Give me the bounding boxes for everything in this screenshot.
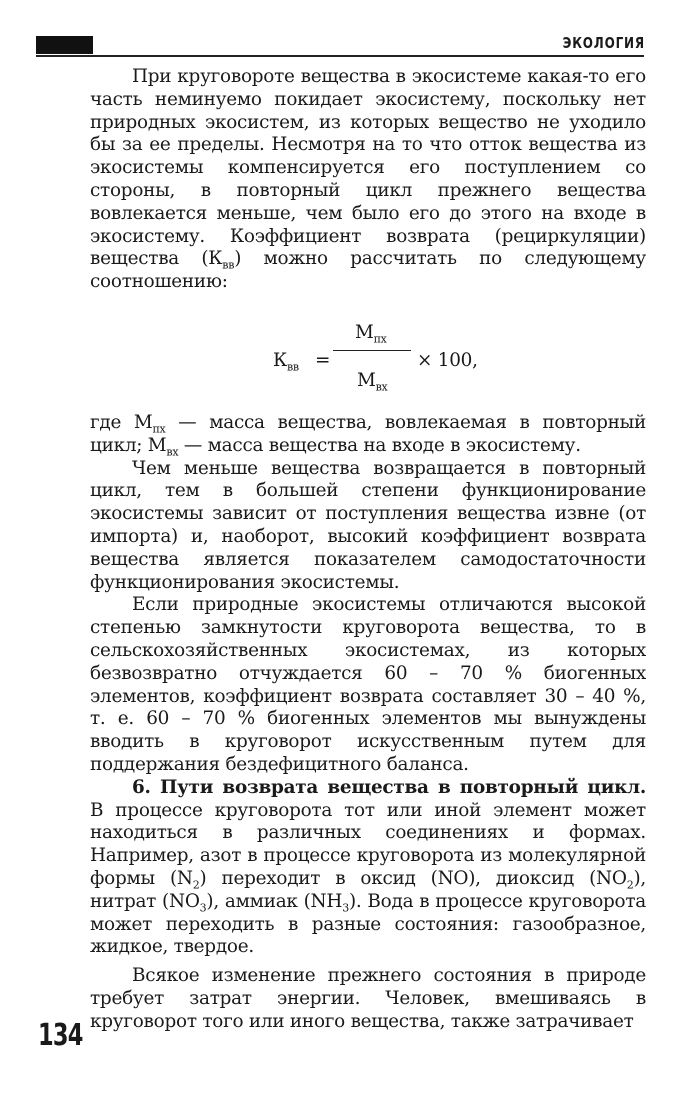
section-heading: 6. Пути возврата вещества в повторный цикл.: [132, 776, 646, 798]
running-header-title: ЭКОЛОГИЯ: [562, 34, 645, 52]
paragraph-return-paths: 6. Пути возврата вещества в повторный цикл. В процессе круговорота тот или иной элемент может находиться в различных соединениях и формах. Например, азот в процессе круговорота из молекулярной формы $(N_2)$ переходит в оксид (NO), диоксид $(NO_2)$, нитрат $(NO_3)$, аммиак $(NH_3)$. Вода в процессе круговорота может переходить в разные состояния: газообразное, жидкое, твердое.: [90, 776, 646, 958]
paragraph-recirculation: При круговороте вещества в экосистеме какая-то его часть неминуемо покидает экосистему, поскольку нет природных экосистем, из которых вещество не уходило бы за ее пределы. Несмотря на то что отток вещества из экосистемы компенсируется его поступлением со стороны, в повторный цикл прежнего вещества вовлекается меньше, чем было его до этого на входе в экосистему. Коэффициент возврата (рециркуляции) вещества $(К_{вв})$ можно рассчитать по следующему соотношению:: [90, 66, 647, 293]
formula-numerator: $М_{пх}$: [355, 321, 387, 346]
formula-lhs: $К_{вв}$: [273, 349, 299, 374]
header-black-bar: [36, 36, 93, 54]
paragraph-energy: Всякое изменение прежнего состояния в природе требует затрат энергии. Человек, вмешиваясь в круговорот того или иного вещества, также затрачивает: [90, 965, 646, 1032]
header-rule: [36, 55, 644, 57]
paragraph-return-dependency: Чем меньше вещества возвращается в повторный цикл, тем в большей степени функционирование экосистемы зависит от поступления вещества извне (от импорта) и, наоборот, высокий коэффициент возврата вещества является показателем самодостаточности функционирования экосистемы.: [90, 457, 646, 593]
fraction-line: [333, 350, 411, 351]
formula-denominator: $М_{вх}$: [357, 369, 388, 394]
page-number: 134: [38, 1018, 83, 1053]
recirculation-formula: [90, 294, 646, 412]
paragraph-formula-legend: где $М_{пх}$ — масса вещества, вовлекаемая в повторный цикл; $М_{вх}$ — масса вещества на входе в экосистему.: [90, 411, 646, 459]
paragraph-agroecosystems: Если природные экосистемы отличаются высокой степенью замкнутости круговорота вещества, то в сельскохозяйственных экосистемах, из которых безвозвратно отчуждается 60 – 70 % биогенных элементов, коэффициент возврата составляет 30 – 40 %, т. е. 60 – 70 % биогенных элементов мы вынуждены вводить в круговорот искусственным путем для поддержания бездефицитного баланса.: [90, 594, 646, 775]
formula-equals: =: [315, 349, 331, 371]
page-body: [90, 66, 646, 1033]
formula-multiplier: × 100,: [417, 349, 478, 371]
